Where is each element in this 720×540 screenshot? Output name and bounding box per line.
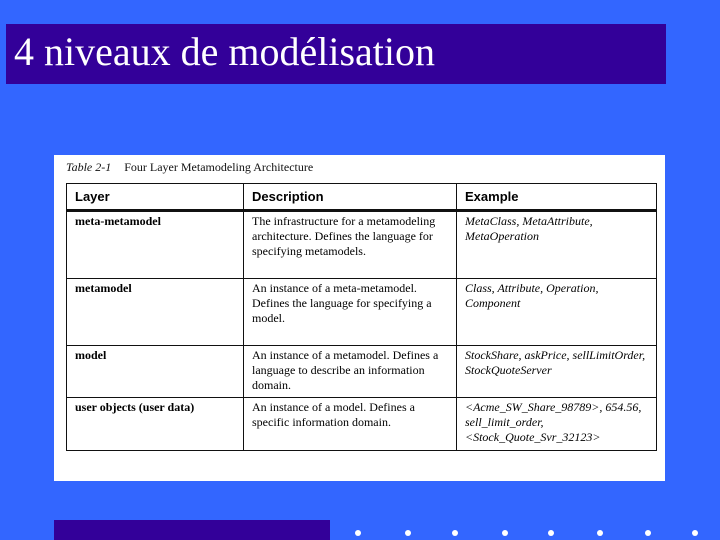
row-layer: model [67,346,244,398]
row-example: Class, Attribute, Operation, Component [457,279,657,346]
table-caption-number: Table 2-1 [66,160,112,174]
footer-dot [548,530,554,536]
row-description: An instance of a meta-metamodel. Defines the language for specifying a model. [244,279,457,346]
table-panel [54,155,665,481]
row-example: MetaClass, MetaAttribute, MetaOperation [457,211,657,279]
footer-dot [692,530,698,536]
row-description: An instance of a metamodel. Defines a language to describe an information domain. [244,346,457,398]
title-bar [6,24,666,84]
table-row [67,398,657,451]
row-description: An instance of a model. Defines a specific information domain. [244,398,457,451]
header-example: Example [457,184,657,211]
table-row [67,279,657,346]
footer-dot [502,530,508,536]
footer-dot [405,530,411,536]
footer-dot [597,530,603,536]
footer-dot [645,530,651,536]
metamodeling-table [66,183,657,451]
header-description: Description [244,184,457,211]
slide-title: 4 niveaux de modélisation [14,29,436,74]
footer-bar [54,520,330,540]
row-description: The infrastructure for a metamodeling architecture. Defines the language for specifying metamodels. [244,211,457,279]
row-example: <Acme_SW_Share_98789>, 654.56, sell_limit_order, <Stock_Quote_Svr_32123> [457,398,657,451]
row-example: StockShare, askPrice, sellLimitOrder, StockQuoteServer [457,346,657,398]
header-layer: Layer [67,184,244,211]
table-header-row [67,184,657,211]
table-caption-text: Four Layer Metamodeling Architecture [124,160,314,174]
row-layer: meta-metamodel [67,211,244,279]
table-row [67,346,657,398]
footer-dot [452,530,458,536]
row-layer: user objects (user data) [67,398,244,451]
table-caption [66,160,313,175]
row-layer: metamodel [67,279,244,346]
footer-dot [355,530,361,536]
table-row [67,211,657,279]
